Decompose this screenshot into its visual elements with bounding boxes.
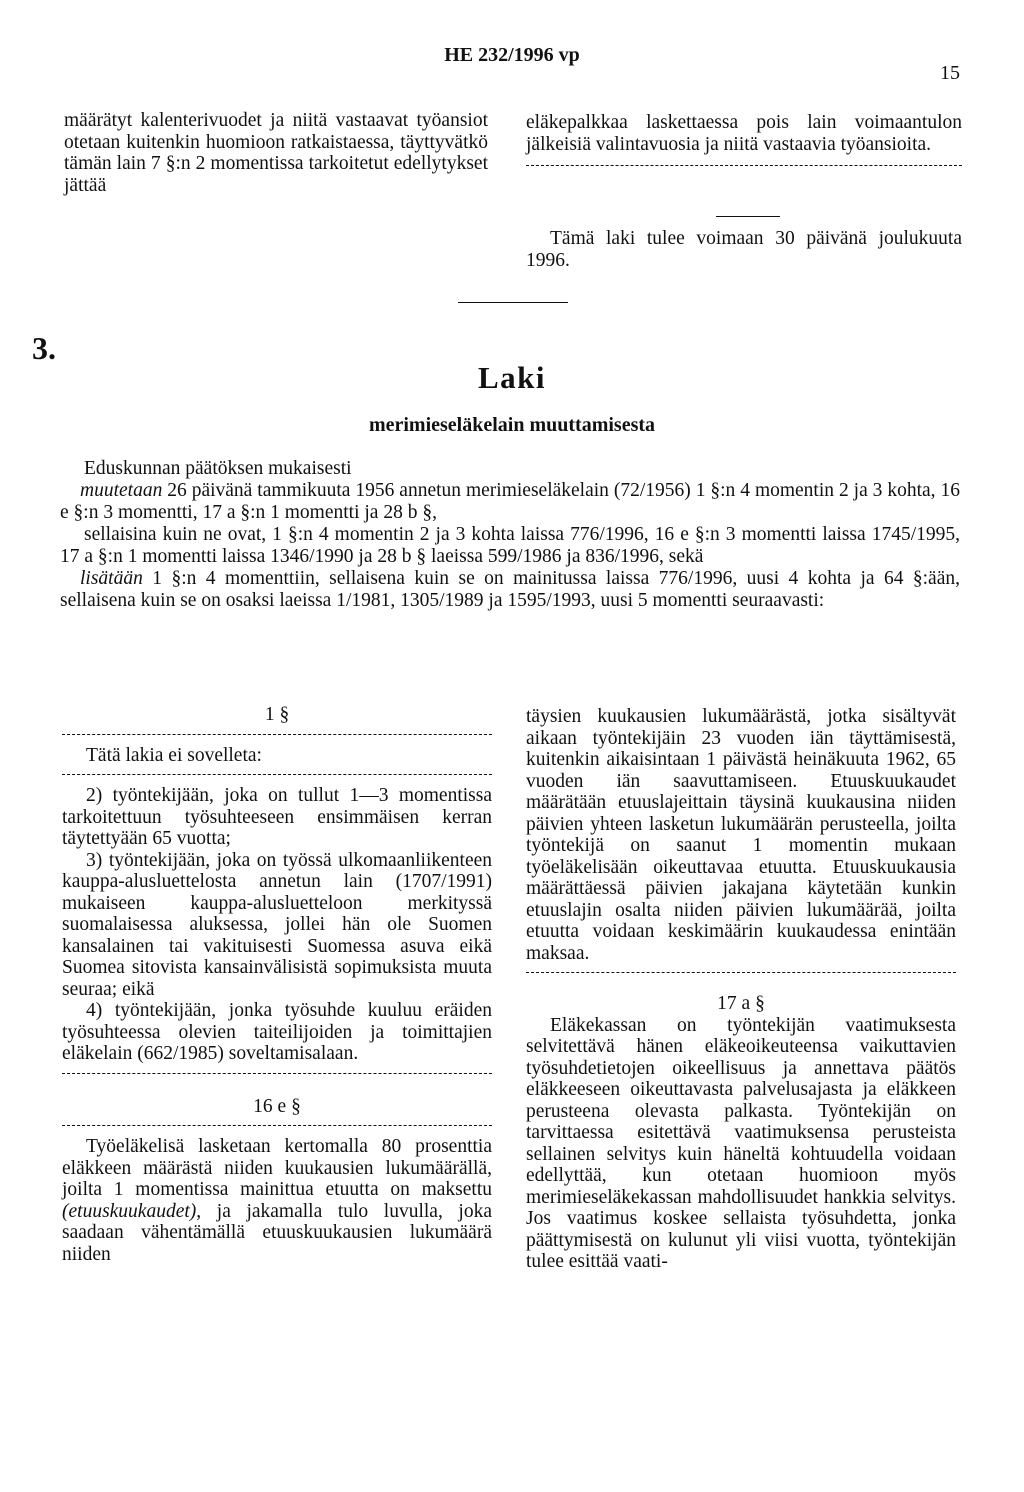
document-header-title: HE 232/1996 vp xyxy=(444,44,580,66)
top-left-column xyxy=(64,110,488,196)
section-1-intro: Tätä lakia ei sovelleta: xyxy=(86,744,262,766)
left-column xyxy=(62,704,492,1265)
section-16e-text-a: Työeläkelisä lasketaan kertomalla 80 prosenttia eläkkeen määrästä niiden kuukausien lukumäärällä, joilta 1 momentissa mainittua etuutta on maksettu xyxy=(62,1136,492,1200)
dashed-separator xyxy=(62,1125,492,1126)
dashed-separator xyxy=(526,165,962,166)
effective-clause xyxy=(526,228,962,271)
section-1-heading: 1 § xyxy=(264,704,290,725)
section-16e-continuation: täysien kuukausien lukumäärästä, jotka sisältyvät aikaan työntekijäin 23 vuoden iän täyttämisestä, kuitenkin aikaisintaan 1 päivästä heinäkuuta 1962, 65 vuoden iän saavuttamiseen. Etuuskuukaudet määrätään etuuslajeittain täysinä kuukausina niiden päivien yhteen lasketun lukumäärän perusteella, joilta työntekijä on saanut 1 momentin mukaan työeläkelisään oikeuttavaa etuutta. Etuuskuukausia määrättäessä päivien jakajana käytetään kunkin etuuslajin osalta niiden päivien lukumäärää, joilta etuutta voidaan keskimäärin kuukaudessa enintään maksaa. xyxy=(526,706,956,964)
top-right-text: eläkepalkkaa laskettaessa pois lain voimaantulon jälkeisiä valintavuosia ja niitä vastaavia työansioita. xyxy=(526,112,962,155)
law-title: Laki xyxy=(477,360,547,395)
section-16e-text-b: , ja jakamalla tulo luvulla, joka saadaan vähentämällä etuuskuukausien lukumäärä niiden xyxy=(62,1200,492,1265)
enacting-clause xyxy=(60,458,960,612)
top-right-column xyxy=(526,112,962,166)
dashed-separator xyxy=(62,734,492,735)
section-17a-text: Eläkekassan on työntekijän vaatimuksesta selvitettävä hänen eläkeoikeuteensa vaikuttavien työsuhdetietojen oikeellisuus ja annettava päätös eläkkeeseen oikeuttavasta palvelusajasta ja eläkkeen perusteena olevasta palkasta. Työntekijän on tarvittaessa esitettävä vaatimuksensa perusteista sellainen selvitys kuin häneltä kohtuudella voidaan edellyttää, kun otetaan huomioon myös merimieseläkekassan mahdollisuudet hankkia selvitys. Jos vaatimus koskee sellaista työsuhdetta, jonka päättymisestä on kulunut yli viisi vuotta, työntekijän tulee esittää vaati- xyxy=(526,1014,956,1272)
short-rule xyxy=(716,216,780,217)
right-column xyxy=(526,706,956,1273)
dashed-separator xyxy=(62,774,492,775)
effective-text: Tämä laki tulee voimaan 30 päivänä joulukuuta 1996. xyxy=(526,228,962,271)
section-16e-text xyxy=(62,1136,492,1265)
enacting-lead: Eduskunnan päätöksen mukaisesti xyxy=(84,458,352,479)
section-1-item-2: 2) työntekijään, joka on tullut 1—3 momentissa tarkoitettuun työsuhteeseen ensimmäisen kerran täytettyään 65 vuotta; xyxy=(62,785,492,849)
add-text: 1 §:n 4 momenttiin, sellaisena kuin se on mainitussa laissa 776/1996, uusi 4 kohta ja 64 §:ään, sellaisena kuin se on osaksi laeissa 1/1981, 1305/1989 ja 1595/1993, uusi 5 momentti seuraavasti: xyxy=(60,568,960,611)
section-16e-emphasis: (etuuskuukaudet) xyxy=(62,1200,197,1222)
dashed-separator xyxy=(526,972,956,973)
law-number: 3. xyxy=(32,330,56,366)
law-separator-rule xyxy=(458,302,568,303)
amend-keyword: muutetaan xyxy=(80,480,163,501)
amend-paragraph xyxy=(60,480,960,524)
section-17a-heading: 17 a § xyxy=(717,993,765,1014)
dashed-separator xyxy=(62,1073,492,1074)
add-paragraph xyxy=(60,568,960,612)
section-1-item-3: 3) työntekijään, joka on työssä ulkomaanliikenteen kauppa-alusluettelosta annetun lain (1707/1991) mukaiseen kauppa-alusluetteloon merkityssä suomalaisessa aluksessa, jollei hän ole Suomen kansalainen tai vakituisesti Suomessa asuva eikä Suomea sitovista kansainvälisistä sopimuksista muuta seuraa; eikä xyxy=(62,849,492,1000)
law-subtitle: merimieseläkelain muuttamisesta xyxy=(368,414,656,436)
amend-text: 26 päivänä tammikuuta 1956 annetun merimieseläkelain (72/1956) 1 §:n 4 momentin 2 ja 3 kohta, 16 e §:n 3 momentti, 17 a §:n 1 momentti ja 28 b §, xyxy=(60,480,960,523)
page-number: 15 xyxy=(940,62,960,84)
section-16e-heading: 16 e § xyxy=(253,1095,301,1117)
section-1-item-4: 4) työntekijään, jonka työsuhde kuuluu eräiden työsuhteessa olevien taiteilijoiden ja toimittajien eläkelain (662/1985) soveltamisalaan. xyxy=(62,1000,492,1064)
amend-detail: sellaisina kuin ne ovat, 1 §:n 4 momentin 2 ja 3 kohta laissa 776/1996, 16 e §:n 3 momentti laissa 1745/1995, 17 a §:n 1 momentti laissa 1346/1990 ja 28 b § laeissa 599/1986 ja 836/1996, sekä xyxy=(60,524,960,567)
top-left-text: määrätyt kalenterivuodet ja niitä vastaavat työansiot otetaan kuitenkin huomioon ratkaistaessa, täyttyvätkö tämän lain 7 §:n 2 momentissa tarkoitetut edellytykset jättää xyxy=(64,110,488,196)
add-keyword: lisätään xyxy=(80,568,143,589)
